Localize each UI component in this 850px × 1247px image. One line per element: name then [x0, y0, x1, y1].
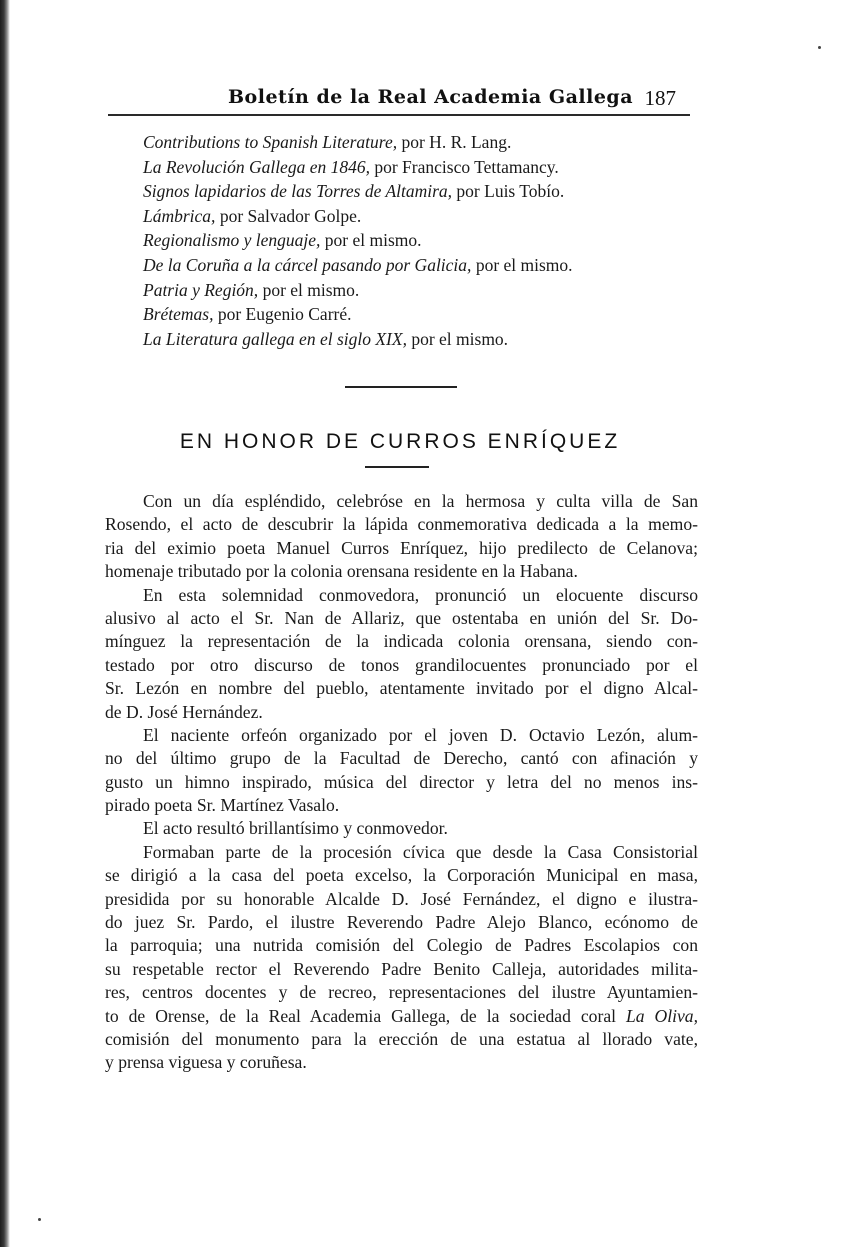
work-author: por el mismo.: [258, 279, 360, 300]
text-line: [105, 934, 698, 957]
work-title: Lámbrica,: [143, 205, 216, 226]
text-line-content: El naciente orfeón organizado por el joven D. Octavio Lezón, alum-: [143, 724, 698, 745]
paper-speck: [38, 1218, 41, 1221]
text-line: [105, 771, 698, 794]
work-title: Regionalismo y lenguaje,: [143, 230, 321, 251]
text-line: [105, 630, 698, 653]
page-number: 187: [644, 86, 676, 110]
work-title: La Literatura gallega en el siglo XIX,: [143, 328, 407, 349]
text-line: [105, 490, 698, 513]
bibliography-entry: [143, 253, 703, 278]
work-author: por Eugenio Carré.: [213, 304, 352, 325]
text-line: [105, 864, 698, 887]
text-line-content: no del último grupo de la Facultad de Derecho, cantó con afinación y: [105, 748, 698, 769]
work-title: Patria y Región,: [143, 279, 259, 300]
text-line-content: ria del eximio poeta Manuel Curros Enríquez, hijo predilecto de Celanova;: [105, 537, 698, 558]
text-line-content: y prensa viguesa y coruñesa.: [105, 1052, 307, 1073]
text-line: [105, 701, 698, 724]
text-line-content: mínguez la representación de la indicada colonia orensana, siendo con-: [105, 631, 698, 652]
paper-speck: [818, 46, 821, 49]
work-author: por el mismo.: [406, 328, 509, 349]
work-author: por H. R. Lang.: [397, 132, 512, 152]
running-header: [228, 84, 690, 114]
text-line: [105, 724, 698, 747]
text-line-content: alusivo al acto el Sr. Nan de Allariz, que ostentaba en unión del Sr. Do-: [105, 607, 698, 628]
work-author: por Salvador Golpe.: [215, 205, 362, 226]
bibliography-entry: [143, 327, 703, 352]
text-line: [105, 981, 698, 1004]
work-author: por Luis Tobío.: [452, 181, 565, 202]
text-line: [105, 1028, 698, 1051]
text-line: [105, 911, 698, 934]
text-line: [105, 1051, 698, 1074]
text-line-content: En esta solemnidad conmovedora, pronunció un elocuente discurso: [143, 584, 698, 605]
bibliography-entry: [143, 302, 703, 327]
work-title: Brétemas,: [143, 304, 214, 325]
text-line-content: Rosendo, el acto de descubrir la lápida conmemorativa dedicada a la memo-: [105, 514, 698, 535]
binding-edge: [0, 0, 10, 1247]
text-line-content: Sr. Lezón en nombre del pueblo, atentamente invitado por el digno Alcal-: [105, 678, 698, 699]
work-author: por el mismo.: [320, 230, 422, 251]
bibliography-entry: [143, 228, 703, 253]
text-line: [105, 537, 698, 560]
text-line-content: su respetable rector el Reverendo Padre Benito Calleja, autoridades milita-: [105, 958, 698, 979]
bibliography-entry: [143, 204, 703, 229]
section-title: EN HONOR DE CURROS ENRÍQUEZ: [179, 430, 621, 453]
italic-name: La Oliva,: [625, 1005, 698, 1026]
text-line-content: gusto un himno inspirado, música del director y letra del no menos ins-: [105, 771, 698, 792]
article-body: [105, 490, 698, 1075]
text-line: [105, 584, 698, 607]
text-line: [105, 654, 698, 677]
text-line-content: la parroquia; una nutrida comisión del Colegio de Padres Escolapios con: [105, 935, 698, 956]
bibliography-list: [143, 130, 703, 351]
text-line-content: to de Orense, de la Real Academia Gallega, de la sociedad coral: [105, 1005, 626, 1026]
work-title: De la Coruña a la cárcel pasando por Galicia,: [143, 254, 472, 275]
text-line: [105, 817, 698, 840]
text-line: [105, 841, 698, 864]
bibliography-entry: [143, 278, 703, 303]
text-line-content: Formaban parte de la procesión cívica que desde la Casa Consistorial: [143, 841, 698, 862]
text-line-content: do juez Sr. Pardo, el ilustre Reverendo Padre Alejo Blanco, ecónomo de: [105, 912, 698, 933]
title-underline: [365, 466, 429, 468]
bibliography-entry: [143, 130, 703, 155]
text-line-content: homenaje tributado por la colonia orensana residente en la Habana.: [105, 561, 578, 582]
work-title: Contributions to Spanish Literature,: [143, 132, 398, 152]
text-line: [105, 1005, 698, 1028]
bibliography-entry: [143, 179, 703, 204]
header-rule: [108, 114, 690, 116]
text-line-content: pirado poeta Sr. Martínez Vasalo.: [105, 795, 340, 816]
work-title: La Revolución Gallega en 1846,: [143, 156, 370, 177]
text-line-content: de D. José Hernández.: [105, 701, 263, 722]
journal-title: Boletín de la Real Academia Gallega: [228, 86, 634, 108]
text-line: [105, 560, 698, 583]
text-line: [105, 747, 698, 770]
text-line-content: comisión del monumento para la erección de una estatua al llorado vate,: [105, 1028, 698, 1049]
bibliography-entry: [143, 155, 703, 180]
text-line-content: testado por otro discurso de tonos grandilocuentes pronunciado por el: [105, 654, 698, 675]
work-author: por Francisco Tettamancy.: [369, 156, 559, 177]
text-line: [105, 513, 698, 536]
text-line-content: res, centros docentes y de recreo, representaciones del ilustre Ayuntamien-: [105, 982, 698, 1003]
text-line-content: El acto resultó brillantísimo y conmovedor.: [143, 818, 448, 839]
section-separator: [345, 386, 457, 388]
text-line-content: se dirigió a la casa del poeta excelso, la Corporación Municipal en masa,: [105, 865, 698, 886]
text-line-content: presidida por su honorable Alcalde D. José Fernández, el digno e ilustra-: [105, 888, 698, 909]
text-line: [105, 677, 698, 700]
text-line: [105, 958, 698, 981]
text-line-content: Con un día espléndido, celebróse en la hermosa y culta villa de San: [143, 491, 698, 511]
work-author: por el mismo.: [471, 254, 573, 275]
work-title: Signos lapidarios de las Torres de Altamira,: [143, 181, 453, 202]
text-line: [105, 888, 698, 911]
text-line: [105, 607, 698, 630]
text-line: [105, 794, 698, 817]
